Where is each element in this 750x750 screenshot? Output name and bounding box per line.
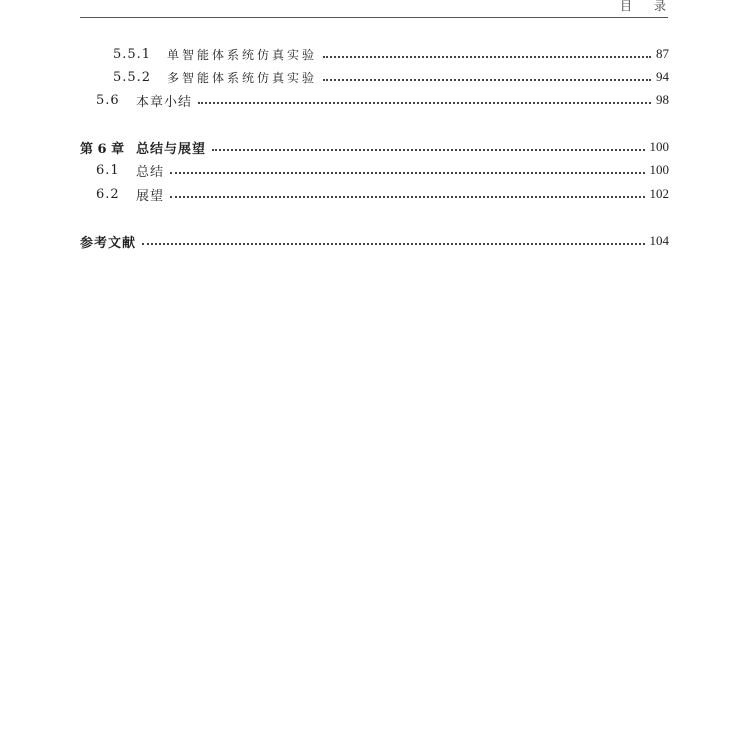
running-header xyxy=(80,0,688,18)
toc-entry-5-5-1[interactable] xyxy=(113,44,669,64)
dot-leader xyxy=(170,172,644,174)
toc-entry-6-2[interactable] xyxy=(96,184,669,204)
dot-leader xyxy=(323,79,651,81)
running-header-title: 目录 xyxy=(619,0,688,13)
toc-entry-references[interactable] xyxy=(80,231,669,251)
toc-entry-page: 98 xyxy=(656,92,669,107)
toc-entry-page: 104 xyxy=(649,233,669,248)
toc-entry-number: 6.2 xyxy=(96,186,120,202)
toc-entry-title: 总结 xyxy=(136,164,165,180)
toc-entry-number: 5.5.2 xyxy=(113,69,152,85)
dot-leader xyxy=(323,56,651,58)
toc-entry-page: 100 xyxy=(649,139,669,154)
dot-leader xyxy=(212,149,644,151)
toc-entry-title: 单智能体系统仿真实验 xyxy=(167,47,318,62)
toc-entry-5-5-2[interactable] xyxy=(113,67,669,87)
toc-entry-page: 87 xyxy=(656,46,669,61)
toc-entry-page: 94 xyxy=(656,69,669,84)
toc-entry-chapter-6[interactable] xyxy=(80,137,669,157)
toc-entry-6-1[interactable] xyxy=(96,160,669,180)
dot-leader xyxy=(198,102,651,104)
dot-leader xyxy=(142,243,644,245)
toc-entry-title: 参考文献 xyxy=(80,235,137,251)
dot-leader xyxy=(170,196,644,198)
toc-entry-number: 第 6 章 xyxy=(80,141,125,157)
toc-entry-number: 5.6 xyxy=(96,92,120,108)
toc-entry-page: 100 xyxy=(649,162,669,177)
toc-entry-5-6[interactable] xyxy=(96,90,669,110)
toc-entry-title: 总结与展望 xyxy=(136,141,207,157)
toc-entry-number: 6.1 xyxy=(96,162,120,178)
toc-entry-title: 展望 xyxy=(136,188,165,204)
toc-entry-title: 本章小结 xyxy=(136,94,193,110)
toc-entry-title: 多智能体系统仿真实验 xyxy=(167,70,318,85)
toc-entry-number: 5.5.1 xyxy=(113,46,152,62)
toc-entry-page: 102 xyxy=(649,186,669,201)
